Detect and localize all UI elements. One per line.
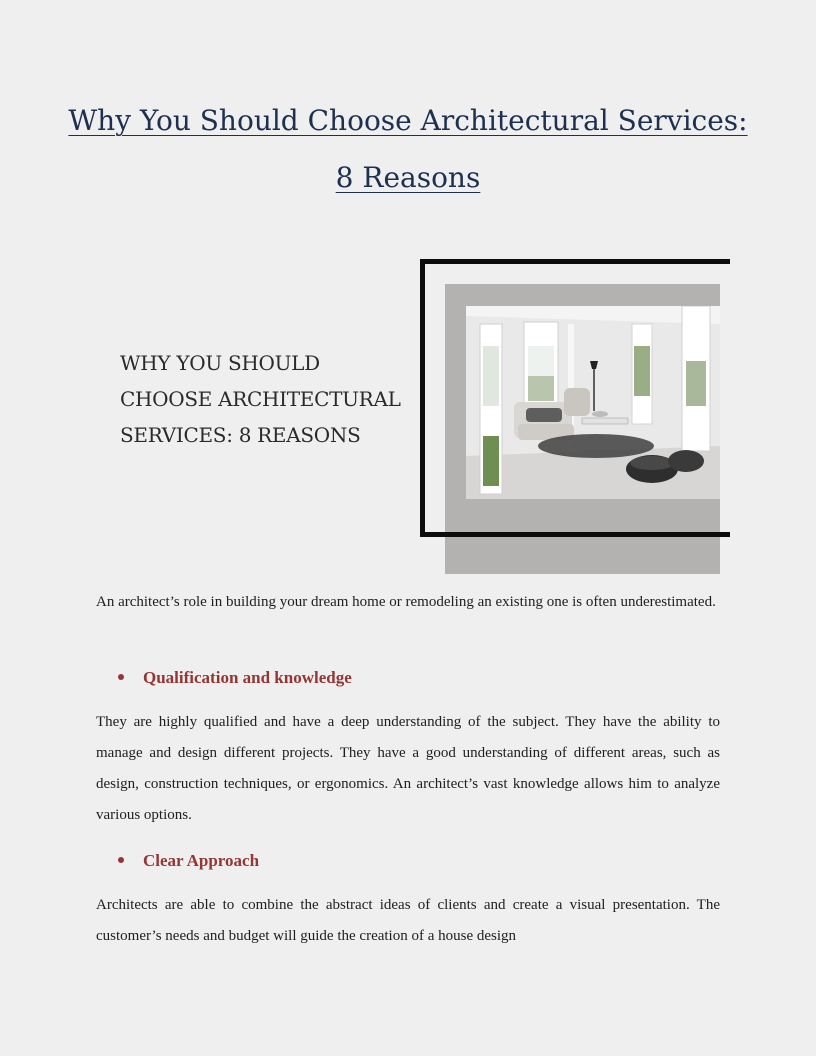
bullet-clear-approach — [118, 850, 718, 872]
hero-caption — [120, 345, 420, 453]
approach-paragraph: Architects are able to combine the abstract ideas of clients and create a visual presentation. The customer’s needs and budget will guide the creation of a house design — [96, 897, 720, 944]
hero-caption-line-1: WHY YOU SHOULD — [120, 351, 320, 375]
page-title — [60, 92, 756, 206]
hero-banner — [96, 256, 720, 574]
hero-caption-line-2: CHOOSE ARCHITECTURAL — [120, 387, 401, 411]
qualification-paragraph: They are highly qualified and have a deep understanding of the subject. They have the ability to manage and design different projects. They have a good understanding of different areas, such as design, construction techniques, or ergonomics. An architect’s vast knowledge allows him to analyze various options. — [96, 714, 720, 823]
intro-paragraph: An architect’s role in building your dream home or remodeling an existing one is often underestimated. — [96, 594, 716, 610]
bullet-qualification-label: Qualification and knowledge — [143, 668, 352, 687]
bullet-dot-icon — [118, 674, 124, 680]
title-line-1: Why You Should Choose Architectural Services: — [68, 104, 748, 137]
bullet-dot-icon — [118, 857, 124, 863]
bullet-qualification — [118, 667, 718, 689]
bullet-clear-approach-label: Clear Approach — [143, 851, 260, 870]
living-room-photo — [466, 306, 720, 499]
title-line-2: 8 Reasons — [335, 161, 481, 194]
hero-caption-line-3: SERVICES: 8 REASONS — [120, 423, 361, 447]
